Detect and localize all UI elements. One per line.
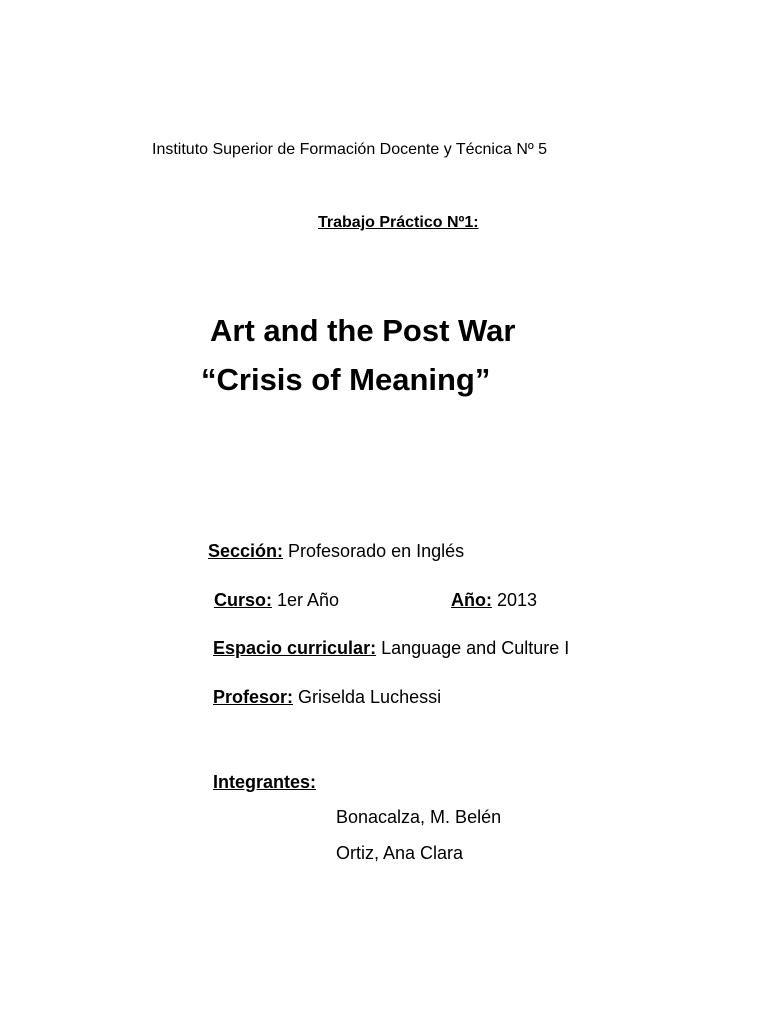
curso-value: 1er Año bbox=[272, 590, 340, 610]
member-item: Ortiz, Ana Clara bbox=[336, 843, 464, 863]
anio-label: Año: bbox=[451, 590, 492, 610]
seccion-value: Profesorado en Inglés bbox=[283, 541, 465, 561]
anio-field bbox=[451, 590, 537, 611]
curso-label: Curso: bbox=[214, 590, 272, 610]
espacio-curricular-label: Espacio curricular: bbox=[213, 638, 377, 658]
profesor-value: Griselda Luchessi bbox=[293, 687, 442, 707]
espacio-curricular-field bbox=[213, 638, 569, 659]
assignment-heading: Trabajo Práctico Nº1: bbox=[318, 214, 479, 231]
integrantes-heading bbox=[213, 772, 316, 793]
institute-name: Instituto Superior de Formación Docente y Técnica Nº 5 bbox=[152, 141, 548, 158]
profesor-label: Profesor: bbox=[213, 687, 294, 707]
anio-value: 2013 bbox=[491, 590, 538, 610]
integrantes-label: Integrantes: bbox=[213, 772, 317, 792]
espacio-curricular-value: Language and Culture I bbox=[376, 638, 570, 658]
document-title-line2: “Crisis of Meaning” bbox=[201, 362, 491, 397]
document-title-line1: Art and the Post War bbox=[210, 313, 516, 348]
curso-field bbox=[214, 590, 339, 611]
seccion-label: Sección: bbox=[208, 541, 284, 561]
profesor-field bbox=[213, 687, 441, 708]
seccion-field bbox=[208, 541, 464, 562]
member-item: Bonacalza, M. Belén bbox=[336, 807, 502, 827]
